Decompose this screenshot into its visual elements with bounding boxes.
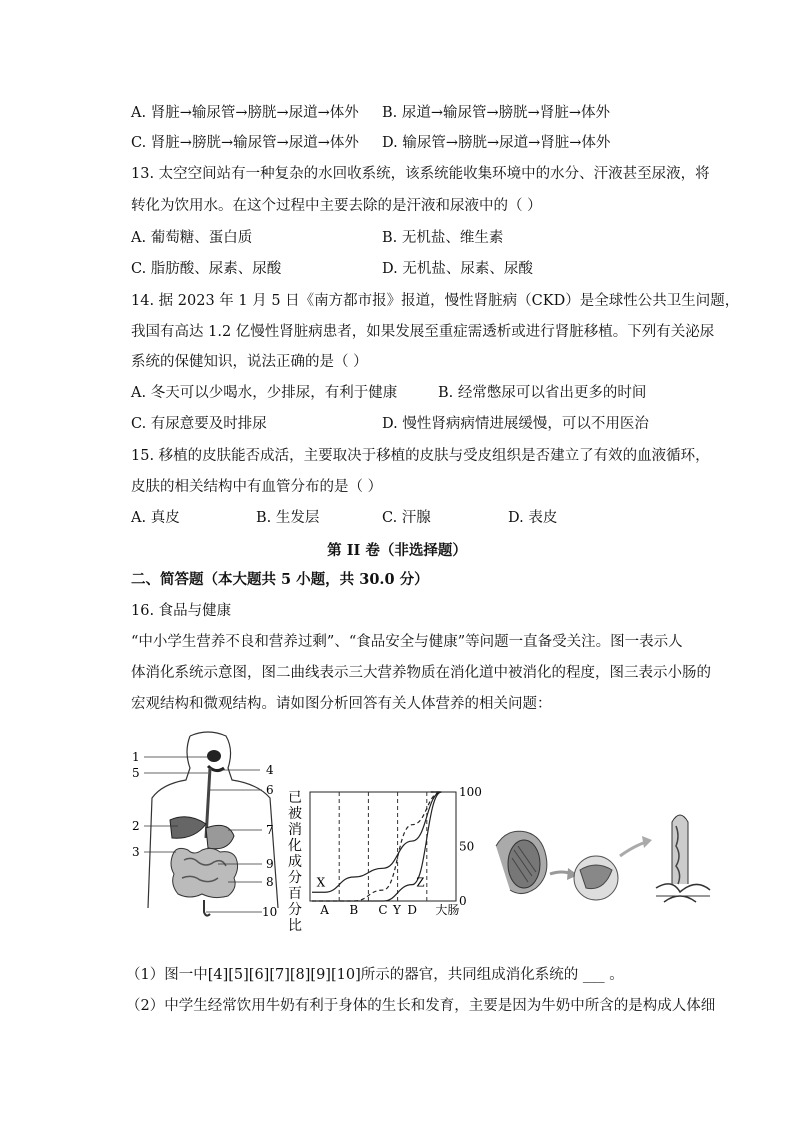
y-label-char: 化	[288, 838, 302, 854]
part2-title: 第 II 卷（非选择题）	[327, 542, 467, 559]
fig1-label-7: 7	[266, 823, 274, 837]
fig1-label-2: 2	[132, 819, 140, 833]
q12-option-c: C. 肾脏→膀胱→输尿管→尿道→体外	[131, 135, 359, 151]
q14-stem-line1: 14. 据 2023 年 1 月 5 日《南方都市报》报道，慢性肾脏病（CKD）是全球性公共卫生问题，	[131, 293, 740, 309]
x-tick-label: D	[407, 903, 418, 917]
q13-option-a: A. 葡萄糖、蛋白质	[131, 230, 253, 246]
q15-option-a: A. 真皮	[131, 510, 180, 526]
series-label-X: X	[316, 875, 326, 890]
q14-stem-line2: 我国有高达 1.2 亿慢性肾脏病患者，如果发展至重症需透析或进行肾脏移植。下列有关泌尿	[131, 324, 715, 340]
q16-sub1: （1）图一中[4][5][6][7][8][9][10]所示的器官，共同组成消化系统的 ___ 。	[126, 967, 624, 983]
y-label-char: 被	[288, 806, 302, 822]
chart-frame	[310, 792, 456, 901]
series-label-Y: Y	[393, 903, 401, 918]
x-tick-label: 大肠	[435, 903, 460, 917]
q14-option-b: B. 经常憋尿可以省出更多的时间	[438, 385, 647, 401]
series-label-Z: Z	[416, 875, 425, 890]
q15-option-d: D. 表皮	[508, 510, 558, 526]
fig1-label-8: 8	[266, 875, 274, 889]
section2-heading: 二、简答题（本大题共 5 小题，共 30.0 分）	[131, 571, 429, 588]
fig1-label-6: 6	[266, 783, 274, 797]
y-label-char: 分	[288, 902, 302, 918]
x-tick-label: B	[349, 903, 359, 917]
q14-option-c: C. 有尿意要及时排尿	[131, 416, 267, 432]
q15-option-b: B. 生发层	[256, 510, 320, 526]
q16-intro-line2: 体消化系统示意图，图二曲线表示三大营养物质在消化道中被消化的程度，图三表示小肠的	[131, 665, 711, 681]
x-tick-label: A	[320, 903, 329, 917]
fig1-label-10: 10	[262, 905, 278, 919]
y-label-char: 消	[288, 822, 302, 838]
fig1-label-5: 5	[132, 766, 140, 780]
y-label-char: 百	[288, 886, 302, 902]
fig1-label-3: 3	[132, 845, 140, 859]
fig1-label-4: 4	[266, 763, 274, 777]
y-tick-label: 100	[459, 785, 482, 799]
q13-option-d: D. 无机盐、尿素、尿酸	[382, 261, 533, 277]
q16-intro-line1: “中小学生营养不良和营养过剩”、“食品安全与健康”等问题一直备受关注。图一表示人	[131, 634, 683, 650]
q12-option-b: B. 尿道→输尿管→膀胱→肾脏→体外	[382, 105, 610, 121]
q12-option-a: A. 肾脏→输尿管→膀胱→尿道→体外	[131, 105, 359, 121]
q13-option-b: B. 无机盐、维生素	[382, 230, 504, 246]
chart-y-label	[288, 790, 302, 934]
q13-stem-line1: 13. 太空空间站有一种复杂的水回收系统，该系统能收集环境中的水分、汗液甚至尿液，将	[131, 166, 710, 182]
q12-option-d: D. 输尿管→膀胱→尿道→肾脏→体外	[382, 135, 611, 151]
q13-option-c: C. 脂肪酸、尿素、尿酸	[131, 261, 282, 277]
y-label-char: 成	[288, 854, 302, 870]
digestion-curve-chart	[286, 784, 486, 934]
fig1-label-9: 9	[266, 857, 274, 871]
small-intestine-figure	[486, 806, 726, 914]
q16-sub2: （2）中学生经常饮用牛奶有利于身体的生长和发育，主要是因为牛奶中所含的是构成人体细	[126, 998, 716, 1014]
q15-stem-line1: 15. 移植的皮肤能否成活，主要取决于移植的皮肤与受皮组织是否建立了有效的血液循环，	[131, 448, 710, 464]
q13-stem-line2: 转化为饮用水。在这个过程中主要去除的是汗液和尿液中的（ ）	[131, 198, 542, 214]
q14-option-d: D. 慢性肾病病情进展缓慢，可以不用医治	[382, 416, 649, 432]
q15-stem-line2: 皮肤的相关结构中有血管分布的是（ ）	[131, 479, 383, 495]
y-label-char: 比	[288, 918, 302, 934]
x-tick-label: C	[378, 903, 388, 917]
y-tick-label: 50	[459, 839, 475, 854]
q15-option-c: C. 汗腺	[382, 510, 431, 526]
y-tick-label: 0	[459, 894, 467, 908]
q16-intro-line3: 宏观结构和微观结构。请如图分析回答有关人体营养的相关问题：	[131, 696, 552, 712]
digestive-system-figure	[128, 728, 288, 923]
q14-option-a: A. 冬天可以少喝水，少排尿，有利于健康	[131, 385, 398, 401]
y-label-char: 分	[288, 870, 302, 886]
fig1-label-1: 1	[132, 750, 140, 764]
q16-title: 16. 食品与健康	[131, 603, 232, 619]
q14-stem-line3: 系统的保健知识，说法正确的是（ ）	[131, 354, 368, 370]
y-label-char: 已	[288, 790, 302, 806]
